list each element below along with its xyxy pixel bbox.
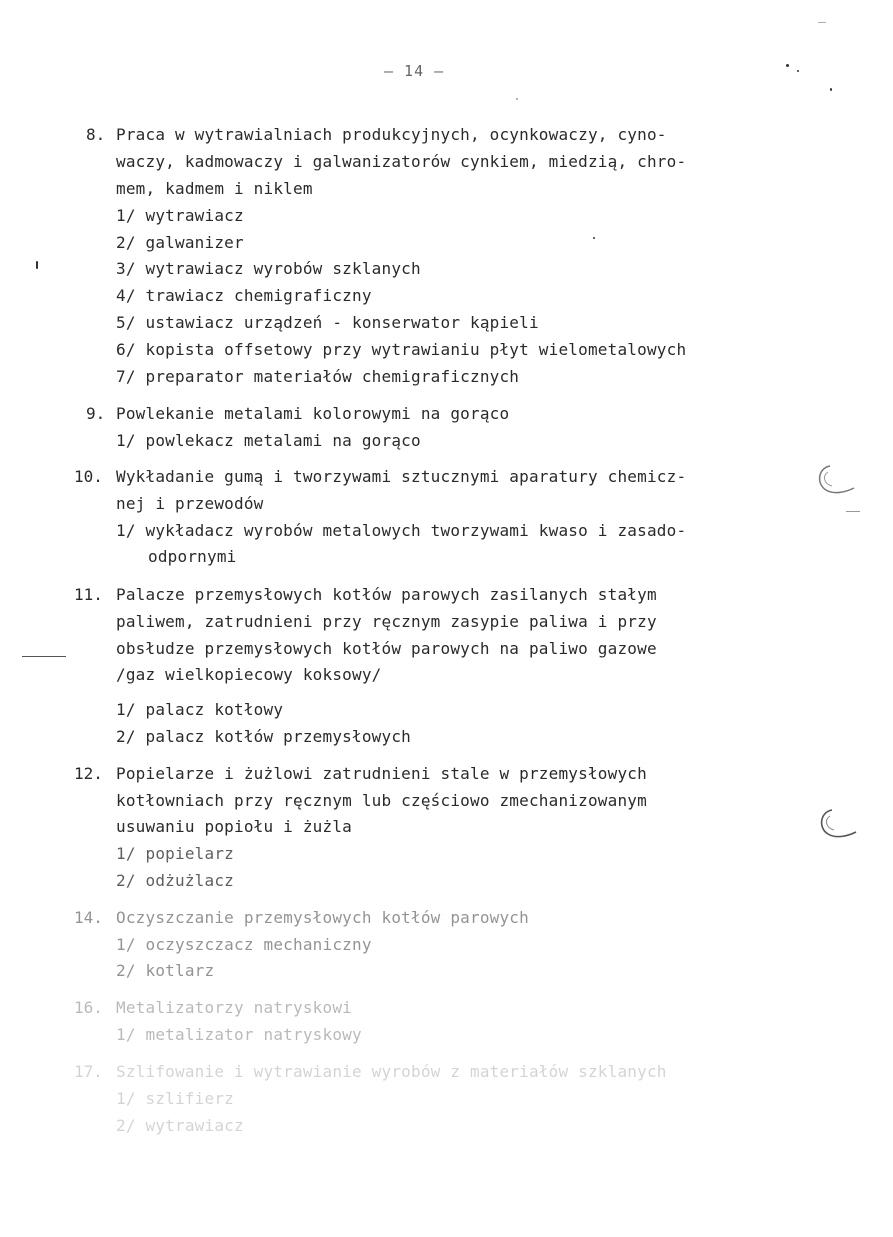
section-title-line: kotłowniach przy ręcznym lub częściowo zmechanizowanym — [116, 791, 647, 810]
section-number: 11. — [74, 585, 103, 604]
section-number: 16. — [74, 998, 103, 1017]
section-title-line: Palacze przemysłowych kotłów parowych zasilanych stałym — [116, 585, 657, 604]
list-item: 2/ palacz kotłów przemysłowych — [116, 727, 411, 746]
list-item: 4/ trawiacz chemigraficzny — [116, 286, 372, 305]
list-item-continuation: odpornymi — [148, 547, 237, 566]
list-item: 1/ palacz kotłowy — [116, 700, 284, 719]
scan-speck — [797, 70, 799, 72]
section-title-line: paliwem, zatrudnieni przy ręcznym zasypie paliwa i przy — [116, 612, 657, 631]
list-item: 2/ odżużlacz — [116, 871, 234, 890]
list-item: 1/ szlifierz — [116, 1089, 234, 1108]
margin-mark — [846, 511, 860, 512]
section-title-line: Szlifowanie i wytrawianie wyrobów z materiałów szklanych — [116, 1062, 667, 1081]
section-number: 8. — [86, 125, 106, 144]
list-item: 1/ wykładacz wyrobów metalowych tworzywami kwaso i zasado- — [116, 521, 687, 540]
list-item: 1/ metalizator natryskowy — [116, 1025, 362, 1044]
binder-hole-mark — [812, 462, 856, 500]
section-title-line: Metalizatorzy natryskowi — [116, 998, 352, 1017]
scan-speck — [830, 88, 832, 91]
section-title-line: waczy, kadmowaczy i galwanizatorów cynkiem, miedzią, chro- — [116, 152, 687, 171]
margin-mark — [818, 22, 826, 23]
section-title-line: Wykładanie gumą i tworzywami sztucznymi aparatury chemicz- — [116, 467, 687, 486]
section-title-line: Oczyszczanie przemysłowych kotłów parowych — [116, 908, 529, 927]
section-title-line: /gaz wielkopiecowy koksowy/ — [116, 665, 382, 684]
section-title-line: Popielarze i żużlowi zatrudnieni stale w przemysłowych — [116, 764, 647, 783]
section-title-line: obsłudze przemysłowych kotłów parowych na paliwo gazowe — [116, 639, 657, 658]
scan-speck — [786, 64, 789, 67]
section-title-line: usuwaniu popiołu i żużla — [116, 817, 352, 836]
margin-mark — [22, 656, 66, 657]
list-item: 2/ wytrawiacz — [116, 1116, 244, 1135]
list-item: 1/ oczyszczacz mechaniczny — [116, 935, 372, 954]
list-item: 2/ galwanizer — [116, 233, 244, 252]
scan-speck — [516, 98, 518, 100]
section-title-line: nej i przewodów — [116, 494, 264, 513]
list-item: 7/ preparator materiałów chemigraficznych — [116, 367, 520, 386]
list-item: 2/ kotlarz — [116, 961, 215, 980]
scan-speck — [593, 237, 595, 239]
list-item: 5/ ustawiacz urządzeń - konserwator kąpieli — [116, 313, 539, 332]
section-number: 12. — [74, 764, 103, 783]
section-title-line: mem, kadmem i niklem — [116, 179, 313, 198]
list-item: 3/ wytrawiacz wyrobów szklanych — [116, 259, 421, 278]
section-number: 10. — [74, 467, 103, 486]
section-title-line: Praca w wytrawialniach produkcyjnych, ocynkowaczy, cyno- — [116, 125, 667, 144]
list-item: 1/ popielarz — [116, 844, 234, 863]
section-title-line: Powlekanie metalami kolorowymi na gorąco — [116, 404, 510, 423]
list-item: 1/ wytrawiacz — [116, 206, 244, 225]
list-item: 1/ powlekacz metalami na gorąco — [116, 431, 421, 450]
section-number: 14. — [74, 908, 103, 927]
scan-speck — [36, 261, 38, 269]
page-number: — 14 — — [384, 62, 445, 80]
list-item: 6/ kopista offsetowy przy wytrawianiu płyt wielometalowych — [116, 340, 687, 359]
section-number: 9. — [86, 404, 106, 423]
binder-hole-mark — [814, 806, 858, 844]
section-number: 17. — [74, 1062, 103, 1081]
